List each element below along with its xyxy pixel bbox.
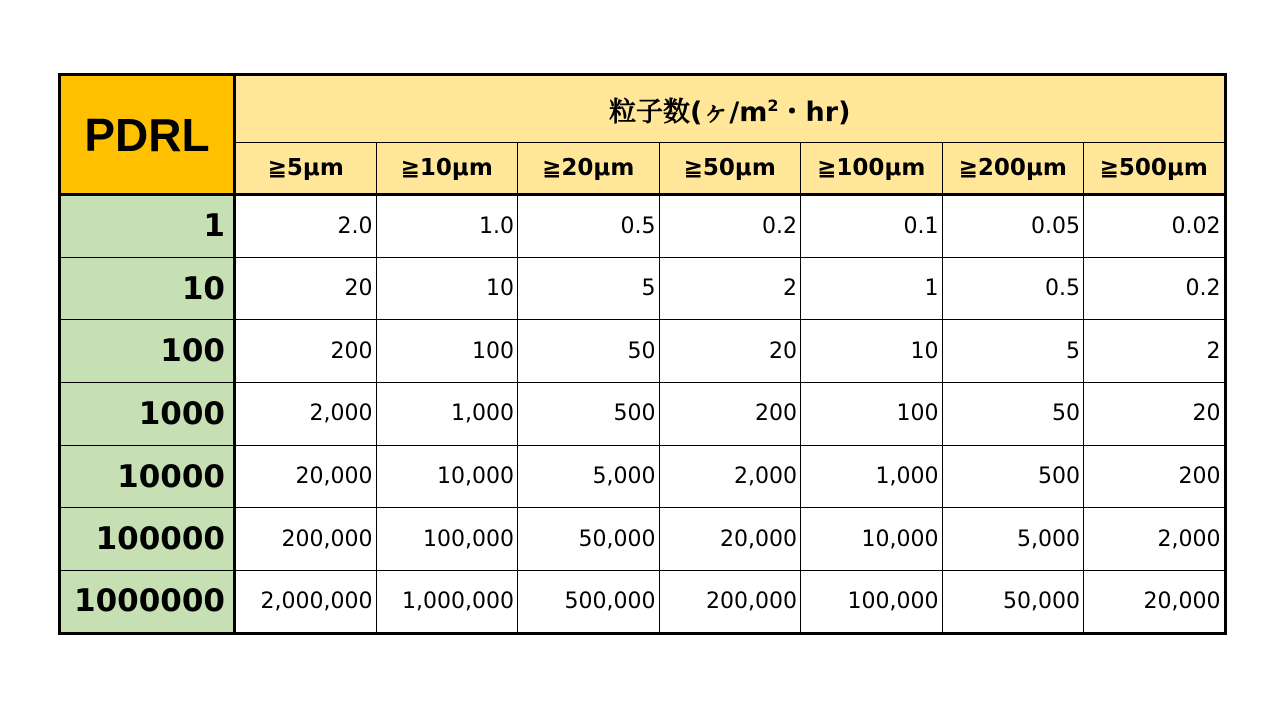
particle-count-cell: 500 [942, 445, 1084, 508]
particle-count-cell: 10 [801, 320, 943, 383]
particle-count-cell: 2.0 [235, 195, 377, 258]
table-body [60, 195, 1226, 634]
particle-count-cell: 0.2 [1084, 257, 1226, 320]
particle-count-cell: 50 [942, 383, 1084, 446]
particle-count-cell: 0.1 [801, 195, 943, 258]
particle-count-header-tail: ・hr) [778, 96, 851, 128]
particle-count-cell: 10,000 [376, 445, 518, 508]
particle-count-cell: 10 [376, 257, 518, 320]
pdrl-level-label: 100 [60, 320, 235, 383]
particle-count-cell: 200 [659, 383, 801, 446]
particle-count-cell: 10,000 [801, 508, 943, 571]
particle-count-cell: 1 [801, 257, 943, 320]
particle-count-cell: 2,000 [1084, 508, 1226, 571]
particle-count-cell: 20,000 [1084, 571, 1226, 634]
particle-count-cell: 1,000 [376, 383, 518, 446]
table-row [60, 508, 1226, 571]
pdrl-level-label: 1000 [60, 383, 235, 446]
particle-count-cell: 200 [1084, 445, 1226, 508]
particle-count-cell: 0.5 [518, 195, 660, 258]
particle-count-cell: 0.05 [942, 195, 1084, 258]
particle-count-cell: 20 [235, 257, 377, 320]
particle-count-header [235, 75, 1226, 143]
particle-count-cell: 100,000 [801, 571, 943, 634]
size-header-row [60, 143, 1226, 195]
particle-count-cell: 2 [659, 257, 801, 320]
table-row [60, 257, 1226, 320]
particle-count-cell: 2 [1084, 320, 1226, 383]
particle-count-cell: 500,000 [518, 571, 660, 634]
particle-count-cell: 0.5 [942, 257, 1084, 320]
particle-count-cell: 50,000 [518, 508, 660, 571]
particle-count-cell: 5,000 [942, 508, 1084, 571]
particle-count-cell: 50 [518, 320, 660, 383]
particle-count-cell: 100 [376, 320, 518, 383]
table-row [60, 445, 1226, 508]
particle-count-cell: 20 [659, 320, 801, 383]
particle-count-cell: 2,000,000 [235, 571, 377, 634]
table-row [60, 195, 1226, 258]
particle-count-cell: 2,000 [235, 383, 377, 446]
size-column-header: ≧20μm [518, 143, 660, 195]
particle-count-header-main: 粒子数(ヶ/m [609, 96, 768, 128]
size-column-header: ≧50μm [659, 143, 801, 195]
particle-count-cell: 500 [518, 383, 660, 446]
table-row [60, 320, 1226, 383]
size-column-header: ≧5μm [235, 143, 377, 195]
pdrl-corner-label: PDRL [60, 75, 235, 195]
table-row [60, 383, 1226, 446]
pdrl-level-label: 100000 [60, 508, 235, 571]
particle-count-cell: 5 [942, 320, 1084, 383]
pdrl-level-label: 1 [60, 195, 235, 258]
particle-count-header-superscript: 2 [767, 95, 779, 115]
particle-count-cell: 0.2 [659, 195, 801, 258]
particle-count-cell: 200 [235, 320, 377, 383]
particle-count-cell: 200,000 [235, 508, 377, 571]
particle-count-cell: 0.02 [1084, 195, 1226, 258]
size-column-header: ≧200μm [942, 143, 1084, 195]
particle-count-cell: 100,000 [376, 508, 518, 571]
particle-count-cell: 5,000 [518, 445, 660, 508]
particle-count-cell: 20 [1084, 383, 1226, 446]
particle-count-cell: 2,000 [659, 445, 801, 508]
particle-count-cell: 200,000 [659, 571, 801, 634]
size-column-header: ≧100μm [801, 143, 943, 195]
size-column-header: ≧10μm [376, 143, 518, 195]
particle-count-cell: 20,000 [659, 508, 801, 571]
pdrl-level-label: 1000000 [60, 571, 235, 634]
table-header [60, 75, 1226, 195]
particle-count-cell: 1,000,000 [376, 571, 518, 634]
particle-count-cell: 20,000 [235, 445, 377, 508]
particle-count-cell: 1,000 [801, 445, 943, 508]
particle-count-cell: 5 [518, 257, 660, 320]
table-row [60, 571, 1226, 634]
particle-count-cell: 50,000 [942, 571, 1084, 634]
size-column-header: ≧500μm [1084, 143, 1226, 195]
particle-count-cell: 100 [801, 383, 943, 446]
pdrl-level-label: 10 [60, 257, 235, 320]
pdrl-level-label: 10000 [60, 445, 235, 508]
particle-count-cell: 1.0 [376, 195, 518, 258]
pdrl-particle-table [58, 73, 1227, 635]
